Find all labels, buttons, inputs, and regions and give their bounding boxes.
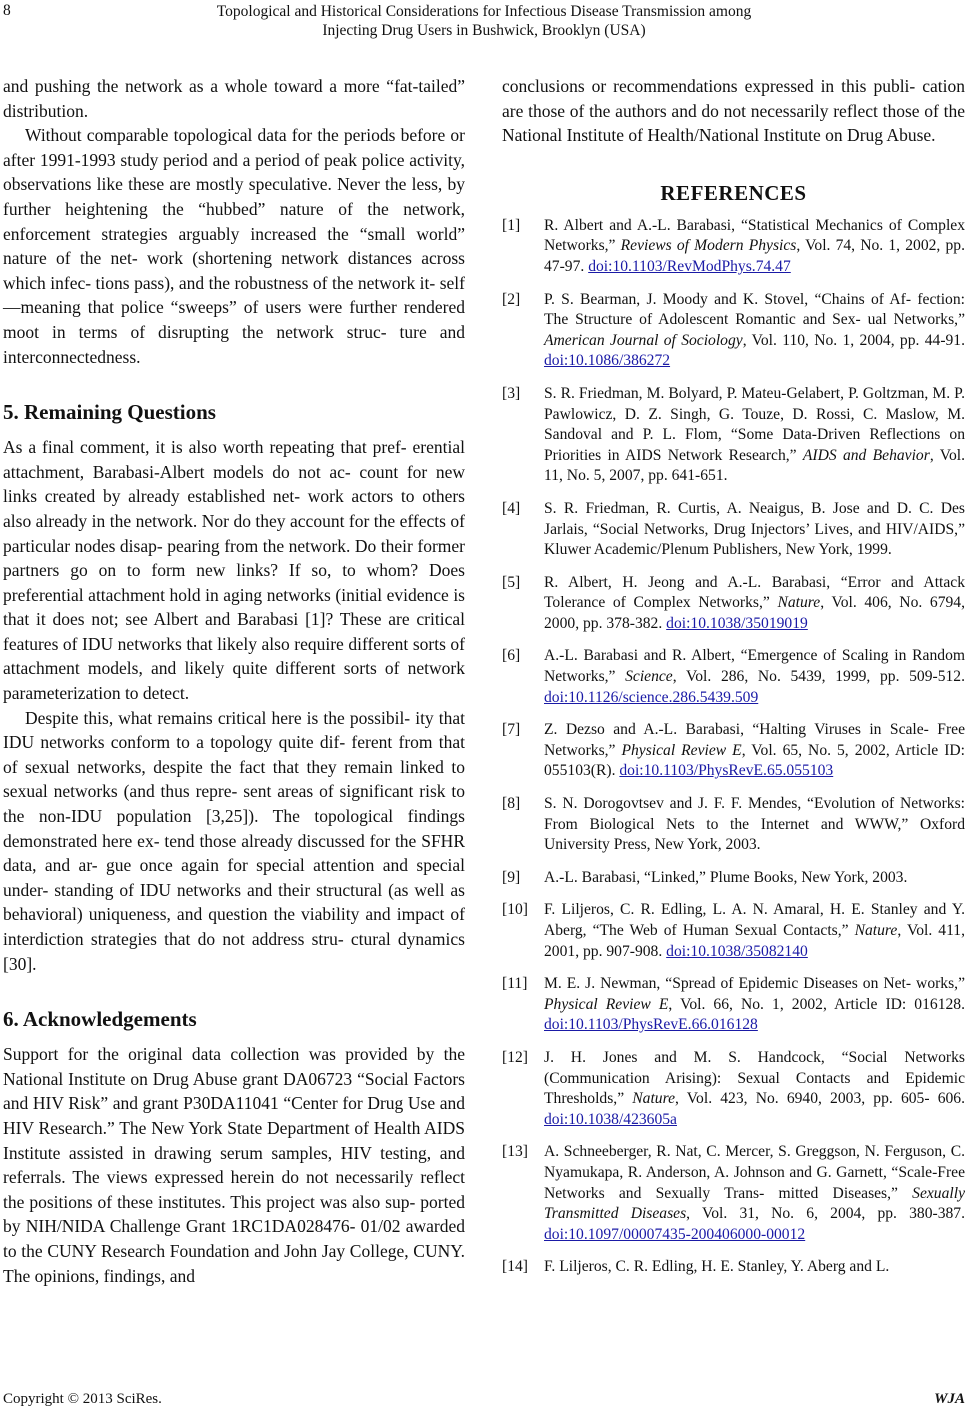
reference-list	[502, 216, 965, 1278]
reference-citation: Z. Dezso and A.-L. Barabasi, “Halting Viruses in Scale- Free Networks,”	[544, 721, 965, 759]
reference-number: [11]	[502, 975, 528, 993]
reference-number: [3]	[502, 384, 521, 402]
reference-citation: P. S. Bearman, J. Moody and K. Stovel, “Chains of Af- fection: The Structure of Adolescent Romantic and Sex- ual Networks,”	[544, 290, 965, 329]
reference-details: , Vol. 286, No. 5439, 1999, pp. 509-512.	[672, 668, 965, 686]
reference-item	[502, 794, 965, 856]
body-paragraph: and pushing the network as a whole toward a more “fat-tailed” distribution.	[3, 76, 465, 121]
reference-journal: Physical Review E	[621, 741, 742, 759]
reference-item	[502, 499, 965, 561]
reference-number: [8]	[502, 795, 521, 813]
reference-text	[544, 573, 965, 635]
reference-item	[502, 1142, 965, 1245]
reference-number: [12]	[502, 1048, 528, 1066]
body-paragraph: Without comparable topological data for the periods before or after 1991-1993 study period and a period of peak police activity, observations like these are mostly speculative. Never the less, by further heightening the “hubbed” nature of the network, enforcement strategies arguably increased the “small world” nature of the net- work (shortening network distances across which infec- tions pass), and the robustness of the network it- self—meaning that police “sweeps” of users were further rendered moot in terms of disrupting the network struc- ture and interconnectedness.	[3, 125, 465, 367]
body-paragraph: Support for the original data collection was provided by the National Institute on Drug Abuse grant DA06723 “Social Factors and HIV Risk” and grant P30DA11041 “Center for Drug Use and HIV Research.” The New York State Department of Health AIDS Institute assisted in drawing serum samples, HIV testing, and referrals. The views expressed herein do not necessarily reflect the positions of these institutes. This project was also sup- ported by NIH/NIDA Challenge Grant 1RC1DA028476- 01/02 awarded to the CUNY Research Foundation and John Jay College, CUNY. The opinions, findings, and	[3, 1044, 465, 1286]
reference-item	[502, 868, 965, 889]
body-paragraph: As a final comment, it is also worth repeating that pref- erential attachment, Barabasi-Albert models do not ac- count for new links created by already established net- work actors to others also already in the network. Nor do they account for the effects of particular nodes disap- pearing from the network. Do their former partners go on to form new links? If so, to whom? Does preferential attachment hold in aging networks (initial evidence is that it does not; see Albert and Barabasi [1]? These are critical features of IDU networks that likely also require different sorts of attachment models, and likely quite different sorts of network parameterization to detect.	[3, 437, 465, 704]
reference-details: , Vol. 110, No. 1, 2004, pp. 44-91.	[742, 331, 966, 349]
reference-citation: R. Albert and A.-L. Barabasi, “Statistical Mechanics of Complex Networks,”	[544, 216, 965, 255]
reference-citation: M. E. J. Newman, “Spread of Epidemic Diseases on Net- works,”	[544, 975, 965, 993]
reference-journal: Nature	[854, 922, 898, 939]
reference-journal: American Journal of Sociology	[544, 331, 743, 349]
reference-journal: Nature	[632, 1090, 676, 1108]
reference-text	[544, 216, 965, 278]
reference-details: , Vol. 423, No. 6940, 2003, pp. 605- 606.	[675, 1090, 965, 1108]
reference-citation: J. H. Jones and M. S. Handcock, “Social Networks (Communication Arising): Sexual Contacts and Epidemic Thresholds,”	[544, 1048, 965, 1108]
reference-text	[544, 974, 965, 1036]
reference-details: , Vol. 74, No. 1, 2002, pp. 47-97.	[544, 237, 965, 275]
reference-text	[544, 720, 965, 782]
reference-details: , Vol. 406, No. 6794, 2000, pp. 378-382.	[544, 594, 965, 632]
doi-link[interactable]: doi:10.1038/423605a	[544, 1110, 677, 1128]
doi-link[interactable]: doi:10.1103/PhysRevE.65.055103	[619, 762, 834, 780]
reference-text	[544, 1257, 965, 1278]
reference-text	[544, 1048, 965, 1130]
reference-text	[544, 1142, 965, 1245]
doi-link[interactable]: doi:10.1103/PhysRevE.66.016128	[544, 1016, 758, 1034]
doi-link[interactable]: doi:10.1086/386272	[544, 352, 671, 370]
reference-item	[502, 974, 965, 1036]
journal-abbreviation: WJA	[934, 1391, 965, 1407]
references-heading: REFERENCES	[660, 180, 807, 205]
reference-journal: Science	[625, 668, 673, 686]
reference-text	[544, 384, 965, 487]
reference-number: [6]	[502, 647, 521, 665]
reference-item	[502, 216, 965, 278]
section-heading-remaining-questions: 5. Remaining Questions	[3, 400, 216, 425]
reference-details: , Vol. 411, 2001, pp. 907-908.	[544, 922, 966, 960]
right-column	[502, 74, 965, 1290]
reference-item	[502, 1048, 965, 1130]
doi-link[interactable]: doi:10.1038/35019019	[666, 614, 808, 632]
reference-item	[502, 384, 965, 487]
reference-item	[502, 646, 965, 708]
reference-citation: A.-L. Barabasi, “Linked,” Plume Books, New York, 2003.	[544, 868, 908, 886]
reference-number: [14]	[502, 1258, 528, 1276]
reference-journal: Physical Review E	[544, 995, 669, 1013]
body-paragraph: Despite this, what remains critical here is the possibil- ity that IDU networks conform to a topology quite dif- ferent from that of sexual networks, despite the fact that they remain linked to sexual networks (and thus repre- sent areas of significant risk to the non-IDU population [3,25]). The topological findings demonstrated here ex- tend those already discussed for the SFHR data, and ar- gue once again for special attention and special under- standing of IDU networks and their structural (as well as behavioral) uniqueness, and question the viability and impact of interdiction strategies that do not address stru- ctural dynamics [30].	[3, 707, 465, 974]
header-title-line-2: Injecting Drug Users in Bushwick, Brooklyn (USA)	[322, 22, 646, 39]
reference-item	[502, 290, 965, 372]
running-header	[0, 2, 968, 42]
reference-journal: AIDS and Behavior	[802, 446, 930, 464]
reference-number: [4]	[502, 499, 521, 517]
reference-number: [2]	[502, 290, 521, 308]
reference-number: [7]	[502, 721, 521, 739]
body-paragraph: conclusions or recommendations expressed in this publi- cation are those of the authors and do not necessarily reflect those of the National Institute of Health/National Institute on Drug Abuse.	[502, 76, 965, 146]
reference-details: , Vol. 66, No. 1, 2002, Article ID: 016128.	[668, 995, 965, 1013]
header-title-line-1: Topological and Historical Considerations for Infectious Disease Transmission among	[216, 3, 752, 20]
reference-number: [9]	[502, 868, 521, 886]
doi-link[interactable]: doi:10.1126/science.286.5439.509	[544, 688, 759, 706]
reference-item	[502, 900, 965, 962]
reference-journal: Sexually Transmitted Diseases	[544, 1184, 965, 1223]
reference-number: [1]	[502, 216, 521, 234]
reference-citation: A.-L. Barabasi and R. Albert, “Emergence of Scaling in Random Networks,”	[544, 647, 965, 686]
reference-text	[544, 646, 965, 708]
reference-citation: F. Liljeros, C. R. Edling, L. A. N. Amaral, H. E. Stanley and Y. Aberg, “The Web of Human Sexual Contacts,”	[544, 901, 965, 939]
reference-journal: Nature	[777, 594, 821, 612]
reference-citation: S. R. Friedman, M. Bolyard, P. Mateu-Gelabert, P. Goltzman, M. P. Pawlowicz, D. Z. Singh, G. Touze, D. Rossi, C. Maslow, M. Sandoval and P. L. Flom, “Some Data-Driven Reflections on Priorities in AIDS Network Research,”	[544, 384, 965, 464]
reference-number: [13]	[502, 1143, 528, 1161]
reference-number: [5]	[502, 573, 521, 591]
reference-number: [10]	[502, 901, 528, 919]
reference-citation: F. Liljeros, C. R. Edling, H. E. Stanley, Y. Aberg and L.	[544, 1258, 890, 1276]
page-number: 8	[3, 2, 11, 19]
reference-details: , Vol. 11, No. 5, 2007, pp. 641-651.	[544, 446, 966, 485]
reference-item	[502, 573, 965, 635]
reference-text	[544, 499, 965, 561]
reference-text	[544, 290, 965, 372]
reference-citation: R. Albert, H. Jeong and A.-L. Barabasi, “Error and Attack Tolerance of Complex Networks,”	[544, 573, 965, 612]
reference-details: , Vol. 31, No. 6, 2004, pp. 380-387.	[686, 1205, 965, 1223]
section-heading-acknowledgements: 6. Acknowledgements	[3, 1007, 197, 1032]
copyright-notice: Copyright © 2013 SciRes.	[3, 1391, 162, 1407]
reference-details: , Vol. 65, No. 5, 2002, Article ID: 055103(R).	[544, 741, 965, 780]
reference-citation: A. Schneeberger, R. Nat, C. Mercer, S. Greggson, N. Ferguson, C. Nyamukapa, R. Anderson, A. Johnson and G. Garnett, “Scale-Free Networks and Sexually Trans- mitted Diseases,”	[544, 1143, 965, 1202]
doi-link[interactable]: doi:10.1038/35082140	[666, 942, 808, 960]
doi-link[interactable]: doi:10.1103/RevModPhys.74.47	[588, 257, 791, 275]
page-footer	[3, 1391, 965, 1408]
reference-citation: S. N. Dorogovtsev and J. F. F. Mendes, “Evolution of Networks: From Biological Nets to the Internet and WWW,” Oxford University Press, New York, 2003.	[544, 795, 965, 854]
reference-item	[502, 1257, 965, 1278]
reference-text	[544, 868, 965, 889]
reference-text	[544, 900, 965, 962]
reference-item	[502, 720, 965, 782]
doi-link[interactable]: doi:10.1097/00007435-200406000-00012	[544, 1225, 806, 1243]
left-column	[3, 74, 465, 1288]
reference-citation: S. R. Friedman, R. Curtis, A. Neaigus, B. Jose and D. C. Des Jarlais, “Social Networks, Drug Injectors’ Lives, and HIV/AIDS,” Kluwer Academic/Plenum Publishers, New York, 1999.	[544, 499, 965, 559]
reference-text	[544, 794, 965, 856]
reference-journal: Reviews of Modern Physics	[620, 237, 797, 255]
